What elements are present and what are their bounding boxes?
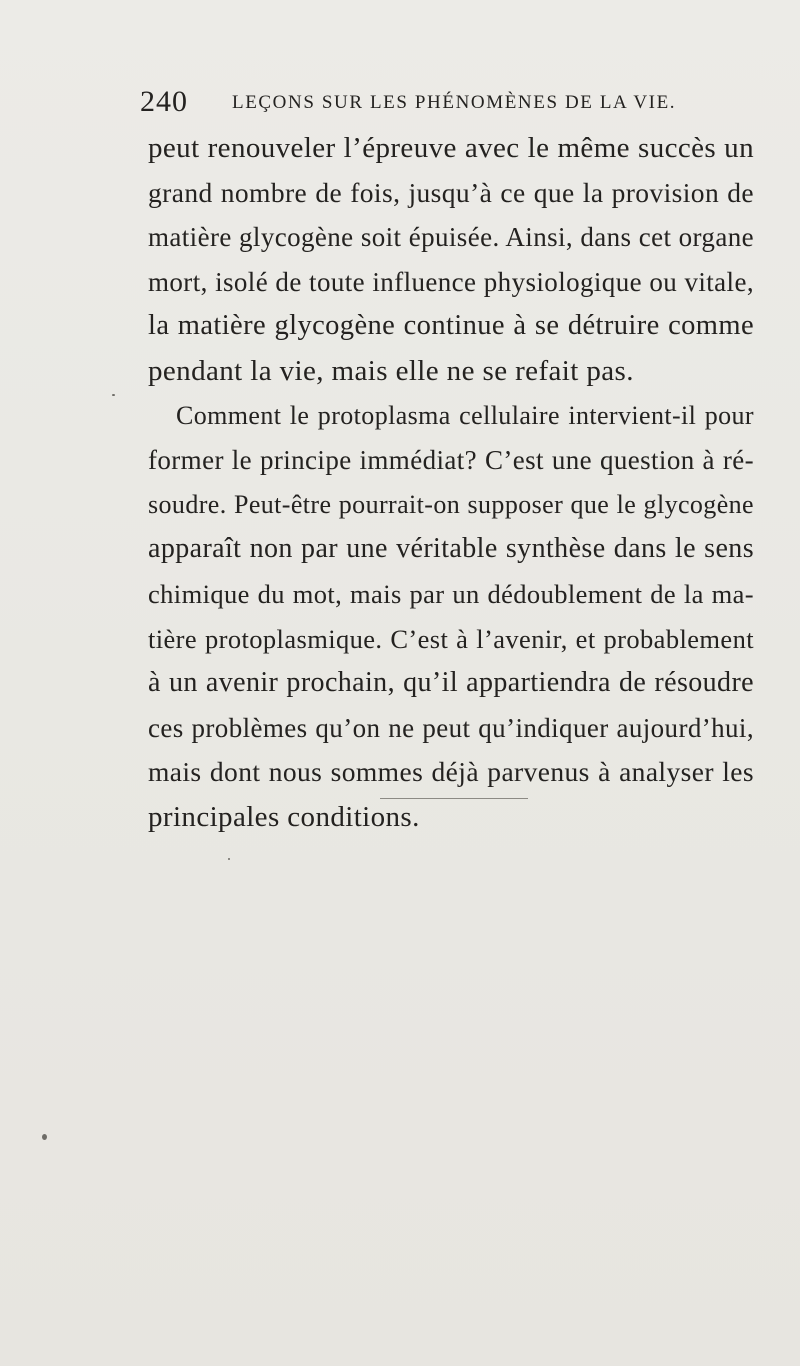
text-line: matière glycogène soit épuisée. Ainsi, dans cet organe: [148, 222, 754, 253]
paper-speck: [112, 394, 115, 396]
running-head: [140, 82, 760, 122]
text-line: peut renouveler l’épreuve avec le même succès un: [148, 132, 754, 164]
text-line: chimique du mot, mais par un dédoublement de la ma-: [148, 578, 754, 609]
paragraph-2: [148, 394, 754, 840]
text-line: mais dont nous sommes déjà parvenus à analyser les: [148, 756, 754, 788]
text-line: apparaît non par une véritable synthèse dans le sens: [148, 533, 754, 565]
paper-speck: [228, 858, 230, 860]
text-line: Comment le protoplasma cellulaire intervient-il pour: [176, 400, 754, 430]
paragraph-1: [148, 126, 754, 394]
text-line: mort, isolé de toute influence physiologique ou vitale,: [148, 266, 754, 297]
text-line: grand nombre de fois, jusqu’à ce que la provision de: [148, 176, 754, 208]
body-text: [148, 126, 754, 840]
section-end-rule: [380, 798, 528, 799]
text-line: soudre. Peut-être pourrait-on supposer que le glycogène: [148, 489, 754, 519]
text-line: pendant la vie, mais elle ne se refait pas.: [148, 354, 634, 387]
paper-speck: [42, 1134, 47, 1140]
text-line: ces problèmes qu’on ne peut qu’indiquer aujourd’hui,: [148, 712, 754, 743]
text-line: former le principe immédiat? C’est une question à ré-: [148, 445, 754, 476]
text-line: principales conditions.: [148, 800, 420, 833]
page-number: 240: [140, 85, 188, 118]
text-line: tière protoplasmique. C’est à l’avenir, et probablement: [148, 623, 754, 654]
text-line: à un avenir prochain, qu’il appartiendra de résoudre: [148, 667, 754, 699]
text-line: la matière glycogène continue à se détruire comme: [148, 310, 754, 342]
running-title: LEÇONS SUR LES PHÉNOMÈNES DE LA VIE.: [232, 92, 677, 113]
